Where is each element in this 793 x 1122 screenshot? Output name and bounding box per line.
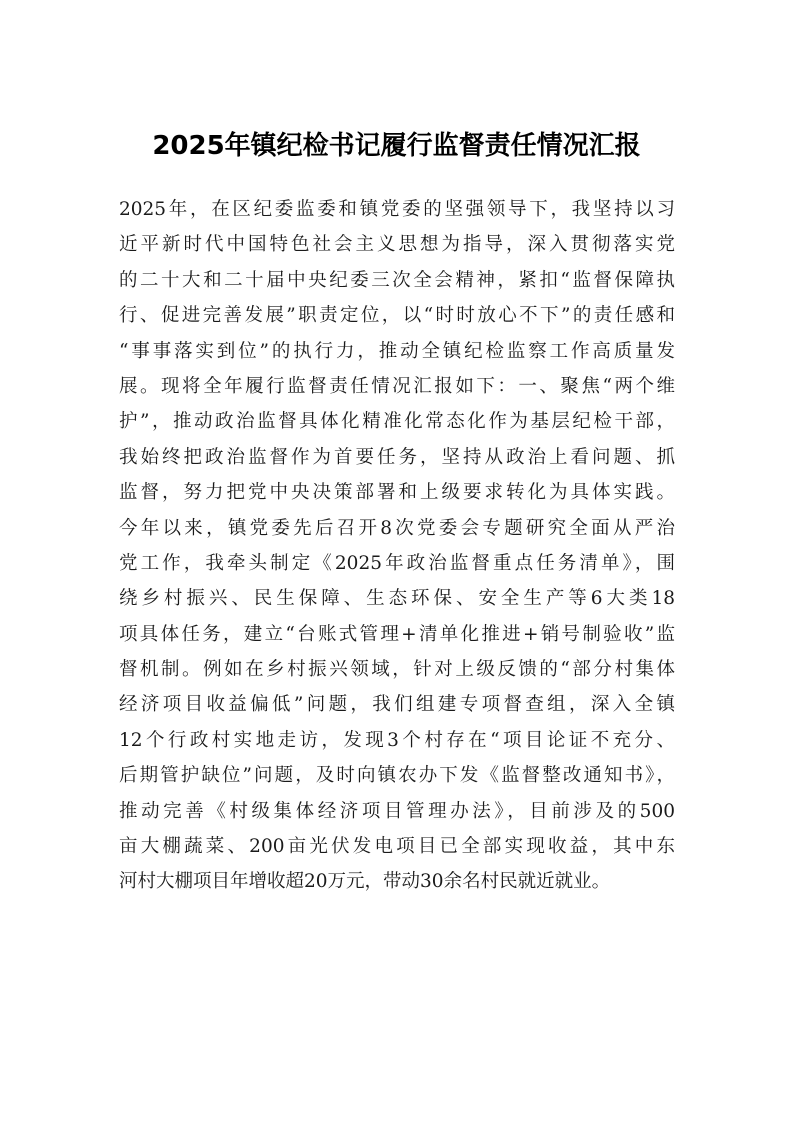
document-title: 2025年镇纪检书记履行监督责任情况汇报 xyxy=(152,131,641,161)
body-line: 监督，努力把党中央决策部署和上级要求转化为具体实践。 xyxy=(119,482,675,504)
body-line: 2025年，在区纪委监委和镇党委的坚强领导下，我坚持以习 xyxy=(119,199,675,220)
body-line: 12个行政村实地走访，发现3个村存在“项目论证不充分、 xyxy=(119,729,675,751)
body-line: 绕乡村振兴、民生保障、生态环保、安全生产等6大类18 xyxy=(119,588,675,610)
body-line: 河村大棚项目年增收超20万元，带动30余名村民就近就业。 xyxy=(119,871,611,893)
document-body xyxy=(119,192,675,900)
body-line: 今年以来，镇党委先后召开8次党委会专题研究全面从严治 xyxy=(119,517,675,539)
body-line: 项具体任务，建立“台账式管理+清单化推进+销号制验收”监 xyxy=(119,623,675,645)
body-line: 督机制。例如在乡村振兴领域，针对上级反馈的“部分村集体 xyxy=(119,659,675,681)
body-line: 的二十大和二十届中央纪委三次全会精神，紧扣“监督保障执 xyxy=(119,269,675,291)
body-line: 推动完善《村级集体经济项目管理办法》，目前涉及的500 xyxy=(119,800,675,822)
body-line: 经济项目收益偏低”问题，我们组建专项督查组，深入全镇 xyxy=(119,694,675,716)
body-line: 党工作，我牵头制定《2025年政治监督重点任务清单》，围 xyxy=(119,552,675,574)
body-line: 亩大棚蔬菜、200亩光伏发电项目已全部实现收益，其中东 xyxy=(119,836,675,858)
body-line: 展。现将全年履行监督责任情况汇报如下：一、聚焦“两个维 xyxy=(119,375,675,397)
body-line: 近平新时代中国特色社会主义思想为指导，深入贯彻落实党 xyxy=(119,234,675,256)
body-line: 我始终把政治监督作为首要任务，坚持从政治上看问题、抓 xyxy=(119,446,675,468)
body-line: 护”，推动政治监督具体化精准化常态化作为基层纪检干部， xyxy=(119,411,675,433)
body-line: 后期管护缺位”问题，及时向镇农办下发《监督整改通知书》， xyxy=(119,765,675,787)
body-line: “事事落实到位”的执行力，推动全镇纪检监察工作高质量发 xyxy=(119,340,675,362)
body-line: 行、促进完善发展”职责定位，以“时时放心不下”的责任感和 xyxy=(119,305,675,327)
